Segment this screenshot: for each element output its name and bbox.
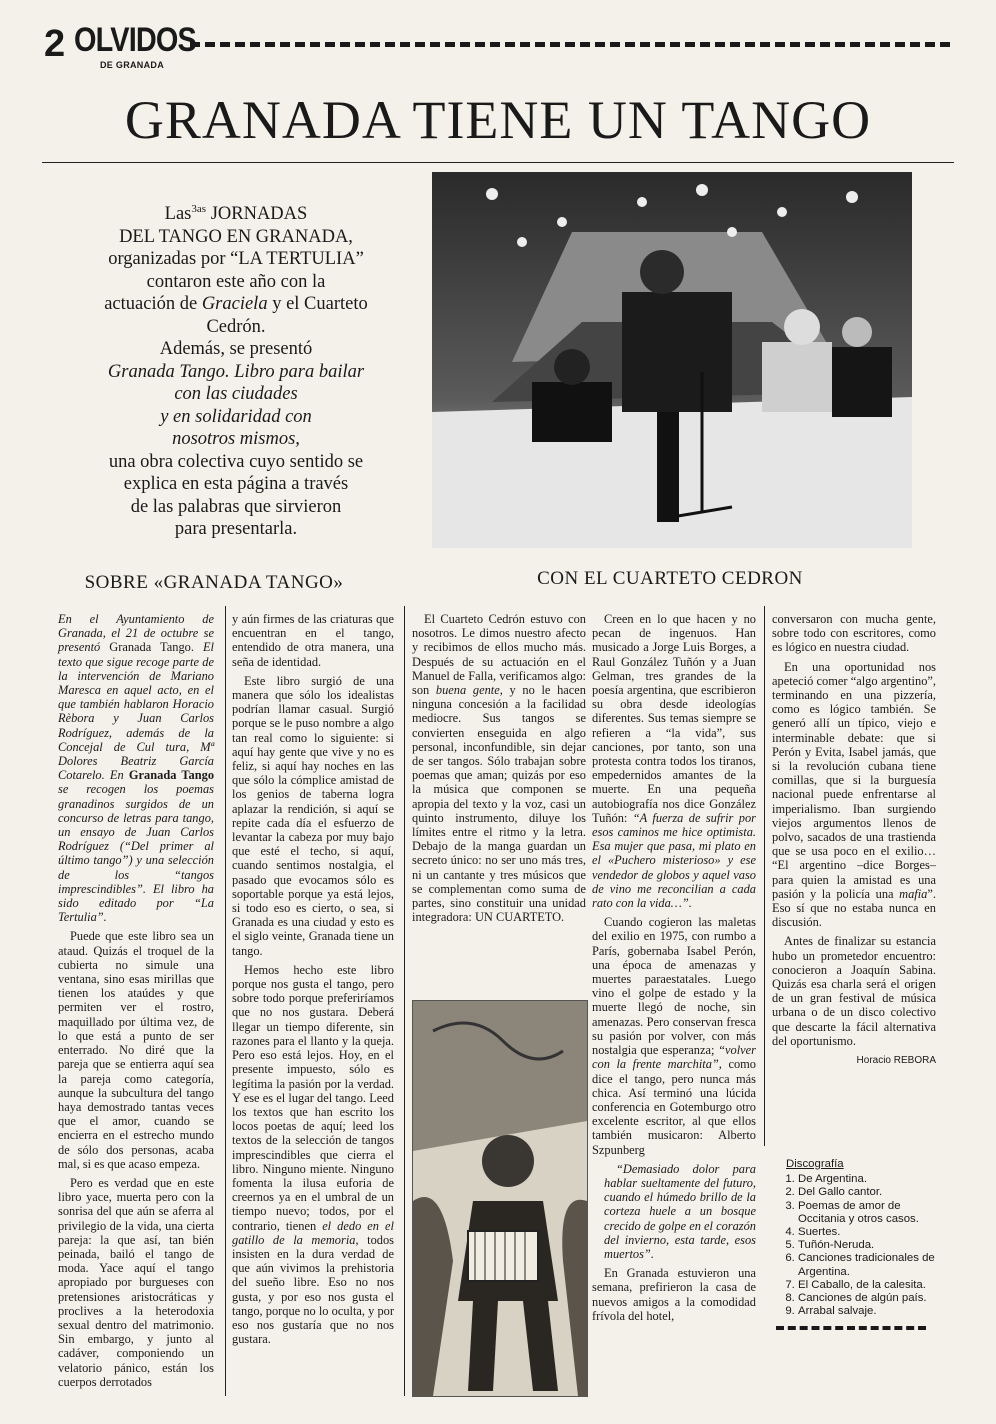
masthead-dashed-rule — [190, 42, 950, 47]
quote-italic: “volver con la frente marchita”, — [592, 1043, 756, 1072]
intro-line: una obra colectiva cuyo sentido se — [108, 451, 364, 472]
discography-item: 7. El Caballo, de la calesita. — [798, 1279, 936, 1292]
article-column-4 — [592, 612, 756, 1328]
paragraph: Puede que este libro sea un ataud. Quizás el troquel de la cubierta no simule una ventana, sino esas mirillas que tienen los ataúdes y que permiten ver el rostro, maquillado por última vez, de lo que está a punto de ser enterrado. No diré que la pareja que se entierra aquí sea la pareja como categoría, aunque la subcultura del tango haya demostrado tantas veces que el amor, cuando se encierra en el estrecho mundo de sólo dos personas, acaba mal, si es que acaso empeza. — [58, 929, 214, 1171]
paragraph-text: como dice el tango, pero nunca más chica. Así terminó una lúcida conferencia en Gotemburgo otro excelente escritor, al que ellos también musicaron: Alberto Szpunberg — [592, 1057, 756, 1157]
page-headline: GRANADA TIENE UN TANGO — [124, 90, 872, 150]
page-number: 2 — [44, 23, 66, 65]
intro-line: contaron este año con la — [146, 271, 326, 292]
discography-title: Discografía — [786, 1158, 844, 1170]
section-head-left: SOBRE «GRANADA TANGO» — [84, 572, 344, 593]
quote-italic: “Demasiado dolor para hablar sueltamente del futuro, cuando el húmedo brillo de la corteza huele a un bosque crecido de golpe en el corazón del invierno, esta tarde, esos muertos”. — [604, 1161, 756, 1261]
discography-item: 3. Poemas de amor de Occitania y otros casos. — [798, 1200, 936, 1226]
discography-item: 1. De Argentina. — [798, 1173, 936, 1186]
intro-line: DEL TANGO EN GRANADA, — [119, 226, 353, 247]
bandoneon-player-engraving — [412, 1000, 588, 1397]
column-rule — [225, 606, 226, 1396]
discography-item: 6. Canciones tradicionales de Argentina. — [798, 1252, 936, 1278]
lead-italic: se recogen los poemas granadinos surgidos de un concurso de letras para tango, un ensayo de Juan Carlos Rodríguez (“Del primer al último tango”) y una selección de los “tangos imprescindibles”. El libro ha sido editado por “La Tertulia”. — [58, 782, 214, 925]
paragraph: conversaron con mucha gente, sobre todo con escritores, como es lógico en nuestra ciudad. — [772, 612, 936, 655]
intro-line: JORNADAS — [206, 204, 308, 225]
article-column-2 — [232, 612, 394, 1351]
column-rule — [404, 606, 405, 1396]
intro-italic: Granada Tango. Libro para bailar — [107, 361, 365, 382]
intro-line: Las — [164, 204, 192, 225]
article-column-1 — [58, 612, 214, 1394]
intro-italic: Graciela — [201, 294, 268, 315]
lead-italic: En el Ayuntamiento de Granada, el 21 de octubre se presentó — [58, 612, 214, 655]
intro-deck — [50, 198, 422, 541]
intro-superscript: 3as — [191, 203, 207, 215]
paragraph-text: El Cuarteto Cedrón estuvo con nosotros. Le dimos nuestro afecto y recibimos de ellos mucho más. Después de su actuación en el Manuel de Falla, verificamos algo: son — [412, 612, 586, 698]
quote-italic: “A fuerza de sufrir por esos caminos me hice optimista. Esa mujer que pasa, mi plato en el «Puchero misterioso» y ese vendedor de globos y aquel vaso de vino me reconcilian a cada rato con la vida…”. — [592, 810, 756, 911]
paragraph-text: todos insisten en la dura verdad de que aún vivimos la prehistoria del sueño libre. Eso no nos gusta, y por eso nos gusta el tango, porque no lo oculta, y por eso nos gustaría que no nos gustara. — [232, 1232, 394, 1347]
intro-line: Cedrón. — [206, 316, 266, 337]
concert-photo-illustration — [432, 172, 912, 548]
intro-line: de las palabras que sirvieron — [130, 496, 342, 517]
intro-italic: nosotros mismos, — [172, 429, 300, 450]
column-rule — [764, 606, 765, 1146]
paragraph: Este libro surgió de una manera que sólo los idealistas podrían llamar casual. Surgió porque se le puso nombre a algo tan real como lo siguiente: si aquí hay gente que vive y no es feliz, si aquí hay noches en las que sólo la cómplice amistad de los genios de taberna logra aplazar la rendición, si aquí se repite cada día el esfuerzo de levantar la cabeza por muy bajo que esté el techo, si aquí, cuando sentimos nostalgia, el pasado que evocamos sólo es soportable porque ya está lejos, si todo eso es cierto, o sea, si Granada es una ciudad y esto es el siglo veinte, Granada tiene un tango. — [232, 673, 394, 958]
paragraph: Antes de finalizar su estancia hubo un prometedor encuentro: conocieron a Joaquín Sabina. Quizás esa charla será el origen de un gran festival de música urbana o de un disco colectivo que descarte la fácil alternativa del oportunismo. — [772, 934, 936, 1048]
paragraph-text: ”. Eso sí que no estaba nunca en discusión. — [772, 886, 936, 930]
author-signature: Horacio REBORA — [856, 1055, 936, 1067]
paragraph-text: Cuando cogieron las maletas del exilio en 1975, con rumbo a París, gobernaba Isabel Perón, una época de amenazas y muertes paraestatales. Luego vino el golpe de estado y la muerte llegó de noche, sin amenazas. Pero conservan fresca su pasión por volver, con más nostalgia que esperanza; — [592, 915, 756, 1058]
paragraph-italic: buena gente, — [435, 683, 503, 698]
discography-list — [776, 1173, 936, 1318]
article-column-5 — [772, 612, 936, 1068]
section-subname: DE GRANADA — [100, 60, 165, 70]
headline-rule — [42, 162, 954, 163]
engraving-illustration — [413, 1001, 587, 1396]
paragraph-text: Hemos hecho este libro porque nos gusta el tango, pero sobre todo porque preferiríamos que no nos gustara. Deberá llegar un tiempo diferente, sin razones para el llanto y la queja. Pero eso está lejos. Hoy, en el presente impuesto, sólo es legítima la pasión por la verdad. Y ese es el lugar del tango. Leed los textos que han escrito los locos poetas de aquí; leed los textos de la selección de tangos imprescindibles que cierra el libro. Ninguno miente. Ninguno fomenta la ilusa euforia de creernos ya en el umbral de un tiempo nuevo; todos, por el contrario, tienen — [232, 962, 394, 1233]
intro-italic: con las ciudades — [174, 384, 298, 405]
discography-item: 4. Suertes. — [798, 1226, 936, 1239]
lead-text: Granada Tango. — [109, 640, 194, 655]
paragraph: Pero es verdad que en este libro yace, muerta pero con la sonrisa del que aún se aferra al privilegio de la vida, una cierta pareja: la que así, tan bién peinada, bailó el tango de moda. Yace aquí el tango apropiado por burgueses con pretensiones aristocráticas y proclives a la heterodoxia sexual dentro del matrimonio. Sin embargo, y junto al cadáver, componiendo un velatorio pánico, están los cuerpos derrotados — [58, 1175, 214, 1389]
paragraph: y aún firmes de las criaturas que encuentran en el tango, entendido de otra manera, una seña de identidad. — [232, 612, 394, 669]
section-head-right: CON EL CUARTETO CEDRON — [537, 568, 803, 589]
intro-line: Además, se presentó — [159, 339, 313, 360]
discography-item: 2. Del Gallo cantor. — [798, 1186, 936, 1199]
intro-line: organizadas por “LA TERTULIA” — [108, 249, 364, 270]
paragraph-text: y no le hacen ninguna concesión a la facilidad mediocre. Sus tangos se convierten enseguida en algo personal, inconfundible, sin dejar de ser tangos. Sólo trabajan sobre poemas que aman; quizás por eso la música que componen se apropia del texto y la voz, casi un quinto instrumento, diluye los límites entre el ritmo y la letra. Debajo de la manga guardan un secreto único: no ser uno más tres, ni un cantante y tres músicos que se complementan como suma de partes, sino constituir una unidad integradora: UN CUARTETO. — [412, 683, 586, 925]
discography-item: 9. Arrabal salvaje. — [798, 1305, 936, 1318]
concert-photo — [432, 172, 912, 548]
paragraph-italic: el dedo en el gatillo de la memoria, — [232, 1218, 394, 1247]
discography-item: 5. Tuñón-Neruda. — [798, 1239, 936, 1252]
section-name: OLVIDOS — [74, 21, 196, 59]
paragraph-italic: mafia — [899, 886, 928, 901]
paragraph-text: Creen en lo que hacen y no pecan de ingenuos. Han musicado a Jorge Luis Borges, a Raul González Tuñón y a Juan Gelman, tres grandes de la poesía argentina, que escribieron su obra desde ideologías diferentes. Sus temas siempre se refieren a “la vida”, sus canciones, por tanto, son una protesta contra todos los tiranos, empedernidos amantes de la muerte. En una pequeña autobiografía nos dice González Tuñón: — [592, 612, 756, 825]
lead-italic: El texto que sigue recoge parte de la intervención de Mariano Maresca en aquel acto, en el que también hablaron Horacio Rèbora y Juan Carlos Rodríguez, además de la Concejal de Cul tura, Mª Dolores Beatriz García Cotarelo. En — [58, 640, 214, 783]
discography-box — [776, 1158, 936, 1330]
paragraph: En Granada estuvieron una semana, prefirieron la casa de nuevos amigos a la comodidad frívola del hotel, — [592, 1266, 756, 1323]
intro-italic: y en solidaridad con — [160, 406, 312, 427]
intro-line: actuación de — [104, 294, 202, 315]
article-column-3 — [412, 612, 586, 929]
intro-line: y el Cuarteto — [267, 294, 368, 315]
intro-line: explica en esta página a través — [123, 474, 349, 495]
paragraph-text: En una oportunidad nos apeteció comer “algo argentino”, terminando en una pizzería, como es lógico también. Se generó allí un típico, viejo e interminable debate: que si Perón y Evita, Isabel jamás, que si la revolución cubana tiene comillas, que si la burguesía nacional puede enfrentarse al imperialismo. Iban surgiendo viejos argumentos llenos de polvo, sacados de una trastienda que se usa poco en el exilio… “El argentino –dice Borges– para quien la amistad es una pasión y la policía una — [772, 659, 936, 901]
discography-dashed-rule — [776, 1326, 926, 1330]
intro-line: para presentarla. — [174, 519, 298, 540]
lead-bold: Granada Tango — [128, 768, 215, 783]
discography-item: 8. Canciones de algún país. — [798, 1292, 936, 1305]
